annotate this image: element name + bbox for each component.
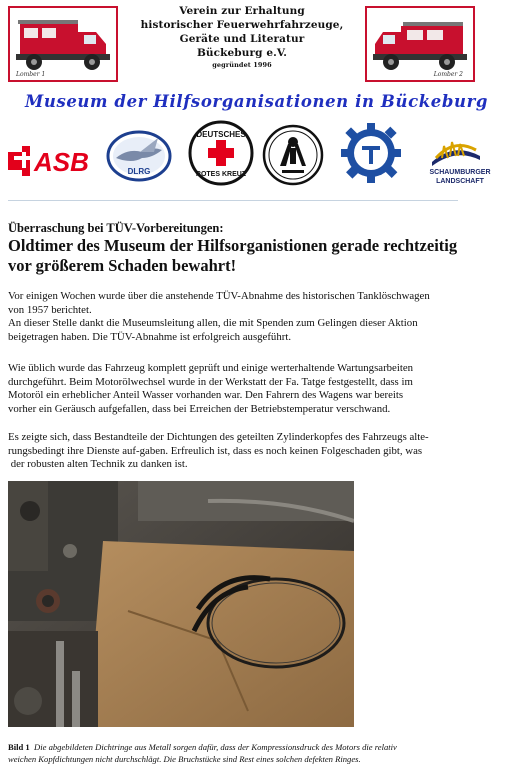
paragraph-2-line-1: Wie üblich wurde das Fahrzeug komplett geprüft und einige werterhaltende Wartungsarbeiten xyxy=(8,362,414,374)
engine-gasket-photo xyxy=(8,481,354,727)
partner-logos xyxy=(0,118,513,198)
paragraph-1-line-3: An dieser Stelle dankt die Museumsleitung allen, die mit Spenden zum Gelingen dieser Aktion xyxy=(8,317,418,329)
caption-line-1: Die abgebildeten Dichtringe aus Metall sorgen dafür, dass der Kompressionsdruck des Motors die relativ xyxy=(34,742,397,752)
club-line-1: Verein zur Erhaltung xyxy=(179,5,305,17)
fire-truck-image-right xyxy=(365,6,475,82)
schaumburger-logo-line-1: SCHAUMBURGER xyxy=(429,169,491,176)
paragraph-3-line-1: Es zeigte sich, dass Bestandteile der Dichtungen des geteilten Zylinderkopfes des Fahrzeugs alte- xyxy=(8,431,429,443)
drk-logo-bottom-text: ROTES KREUZ xyxy=(195,171,247,178)
paragraph-2-line-2: durchgeführt. Beim Motorölwechsel wurde in der Werkstatt der Fa. Tatge festgestellt, dass im xyxy=(8,375,413,388)
schaumburger-landschaft-logo xyxy=(414,136,506,191)
page-header xyxy=(0,0,513,88)
paragraph-2-line-4: vorher ein Geräusch aufgefallen, dass bei Erreichen der Betriebstemperatur verschwand. xyxy=(8,402,391,415)
fire-truck-icon xyxy=(371,14,471,76)
drk-logo xyxy=(188,120,254,191)
schaumburger-logo-line-2: LANDSCHAFT xyxy=(436,178,484,185)
paragraph-2-line-3: Motoröl ein erheblicher Anteil Wasser vorhanden war. Den Fahrern des Wagens war bereits xyxy=(8,389,404,401)
caption-label: Bild 1 xyxy=(8,742,30,752)
header-divider xyxy=(8,200,458,201)
article-headline xyxy=(8,236,508,276)
asb-logo-text: ASB xyxy=(34,147,89,176)
club-line-3: Geräte und Literatur xyxy=(179,33,305,45)
article-kicker: Überraschung bei TÜV-Vorbereitungen: xyxy=(8,221,224,235)
thw-logo xyxy=(340,122,402,189)
fire-truck-image-left xyxy=(8,6,118,82)
paragraph-3-line-2: rungsbedingt ihre Dienste auf-gaben. Erfreulich ist, dass es noch keinen Folgeschaden gibt, was xyxy=(8,444,423,457)
photo-caption xyxy=(8,741,505,765)
dlrg-logo xyxy=(106,130,172,187)
paragraph-1-line-1: Vor einigen Wochen wurde über die anstehende TÜV-Abnahme des historischen Tanklöschwagen xyxy=(8,290,430,302)
truck-right-label: Lomber 2 xyxy=(433,71,463,78)
dlrg-logo-text: DLRG xyxy=(127,167,151,176)
paragraph-1-line-4: beigetragen haben. Die TÜV-Abnahme ist erfolgreich ausgeführt. xyxy=(8,330,292,343)
fire-truck-icon xyxy=(14,14,114,76)
drk-logo-top-text: DEUTSCHES xyxy=(196,130,246,139)
paragraph-1-line-2: von 1957 berichtet. xyxy=(8,303,92,316)
paragraph-3-line-3: der robusten alten Technik zu danken ist. xyxy=(8,458,188,470)
club-line-2: historischer Feuerwehrfahrzeuge, xyxy=(140,19,344,31)
museum-title: Museum der Hilfsorganisationen in Bückeburg xyxy=(24,92,489,111)
paragraph-3 xyxy=(8,431,505,472)
thw-logo-text: THW xyxy=(369,182,373,183)
caption-line-2: weichen Kopfdichtungen nicht durchschlägt. Die Bruchstücke sind Rest eines solchen defekten Ringes. xyxy=(8,754,361,764)
headline-line-1: Oldtimer des Museum der Hilfsorganistionen gerade rechtzeitig xyxy=(8,236,458,255)
truck-left-label: Lomber 1 xyxy=(16,71,46,78)
feuerwehr-emblem xyxy=(262,124,324,191)
paragraph-2 xyxy=(8,362,505,416)
club-name-block xyxy=(120,4,364,70)
headline-line-2: vor größerem Schaden bewahrt! xyxy=(8,256,237,275)
club-line-4: Bückeburg e.V. xyxy=(196,47,288,59)
paragraph-1 xyxy=(8,290,505,344)
asb-logo xyxy=(8,146,96,181)
founded-date: gegründet 1996 xyxy=(212,61,272,69)
